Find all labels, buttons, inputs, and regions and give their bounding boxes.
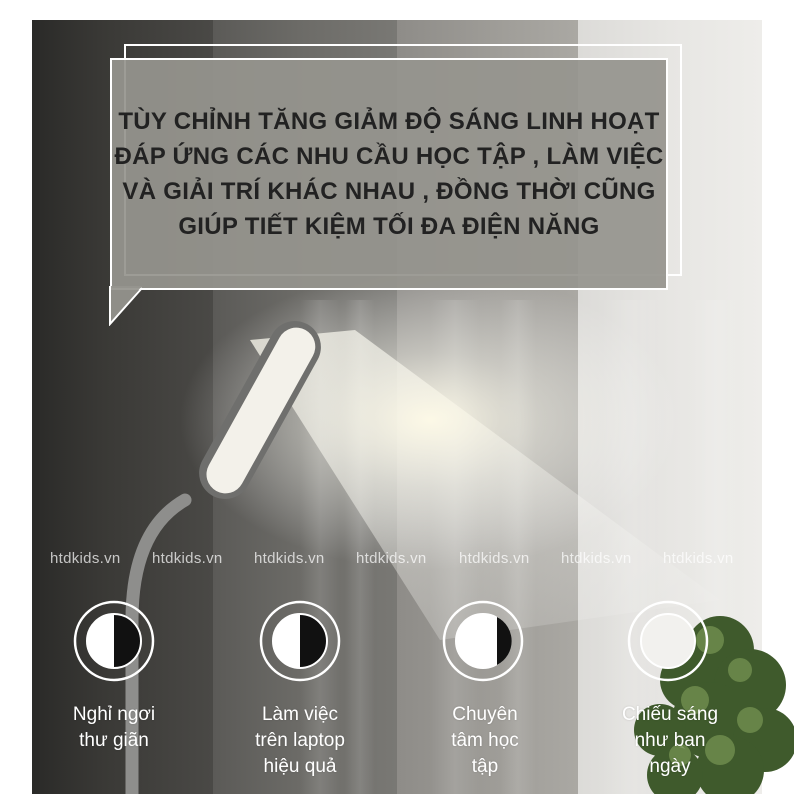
mode-label-line: như ban [634, 730, 706, 751]
headline-line: GIÚP TIẾT KIỆM TỐI ĐA ĐIỆN NĂNG [178, 213, 600, 240]
mode-label-line: Chuyên [452, 704, 518, 725]
full-circle-max-brightness-icon [626, 599, 710, 683]
mode-label-line: Nghỉ ngơi [72, 704, 156, 725]
mode-label-line: Chiếu sáng [621, 704, 719, 725]
mode-label-line: thư giãn [79, 730, 149, 751]
headline-line: VÀ GIẢI TRÍ KHÁC NHAU , ĐỒNG THỜI CŨNG [122, 178, 656, 205]
mode-label-line: Làm việc [261, 704, 339, 725]
speech-bubble-tail [108, 286, 148, 326]
mode-label-line: hiệu quả [263, 756, 337, 777]
mode-label-line: tâm học [451, 730, 519, 751]
mode-label-line: tập [471, 756, 499, 777]
half-moon-high-brightness-icon [441, 599, 525, 683]
mode-label-work [220, 702, 380, 780]
watermark-text: htdkids.vn [561, 550, 632, 567]
headline-line: ĐÁP ỨNG CÁC NHU CẦU HỌC TẬP , LÀM VIỆC [114, 143, 664, 170]
headline [110, 58, 668, 290]
mode-label-line: ngày [649, 756, 691, 777]
half-moon-medium-brightness-icon [258, 599, 342, 683]
headline-line: TÙY CHỈNH TĂNG GIẢM ĐỘ SÁNG LINH HOẠT [118, 108, 660, 135]
watermark-text: htdkids.vn [254, 550, 325, 567]
watermark-text: htdkids.vn [663, 550, 734, 567]
watermark-text: htdkids.vn [152, 550, 223, 567]
mode-label-line: trên laptop [255, 730, 345, 751]
mode-label-study [405, 702, 565, 780]
watermark-text: htdkids.vn [356, 550, 427, 567]
watermark-text: htdkids.vn [459, 550, 530, 567]
mode-label-relax [34, 702, 194, 754]
mode-label-daylight [590, 702, 750, 780]
half-moon-low-brightness-icon [72, 599, 156, 683]
watermark-text: htdkids.vn [50, 550, 121, 567]
